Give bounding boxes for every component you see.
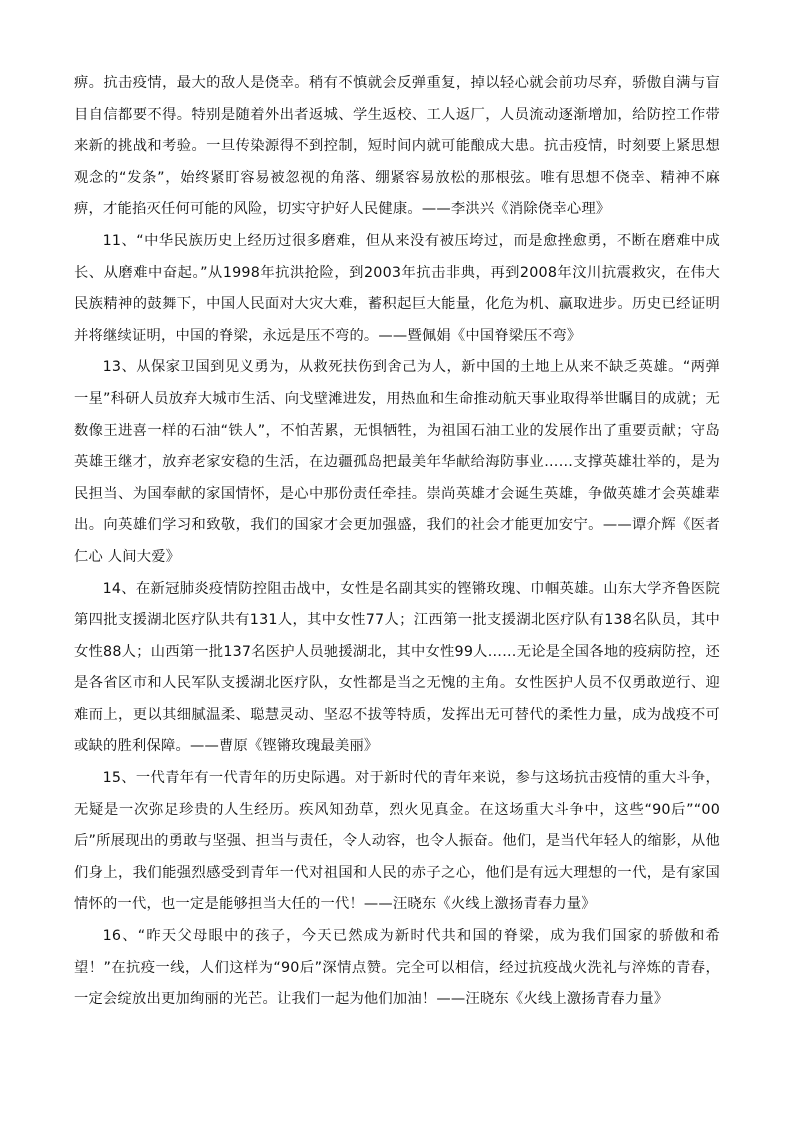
paragraph-item-14: 14、在新冠肺炎疫情防控阻击战中，女性是名副其实的铿锵玫瑰、巾帼英雄。山东大学齐鲁医院第四批支援湖北医疗队共有131人，其中女性77人；江西第一批支援湖北医疗队有138名队员，其中女性88人；山西第一批137名医护人员驰援湖北，其中女性99人……无论是全国各地的疫病防控，还是各省区市和人民军队支援湖北医疗队，女性都是当之无愧的主角。女性医护人员不仅勇敢逆行、迎难而上，更以其细腻温柔、聪慧灵动、坚忍不拔等特质，发挥出无可替代的柔性力量，成为战疫不可或缺的胜利保障。——曹原《铿锵玫瑰最美丽》: [74, 580, 720, 755]
paragraph-continuation: 痹。抗击疫情，最大的敌人是侥幸。稍有不慎就会反弹重复，掉以轻心就会前功尽弃，骄傲自满与盲目自信都要不得。特别是随着外出者返城、学生返校、工人返厂，人员流动逐渐增加，给防控工作带来新的挑战和考验。一旦传染源得不到控制，短时间内就可能酿成大患。抗击疫情，时刻要上紧思想观念的“发条”，始终紧盯容易被忽视的角落、绷紧容易放松的那根弦。唯有思想不侥幸、精神不麻痹，才能掐灭任何可能的风险，切实守护好人民健康。——李洪兴《消除侥幸心理》: [74, 75, 720, 218]
paragraph-item-11: 11、“中华民族历史上经历过很多磨难，但从来没有被压垮过，而是愈挫愈勇，不断在磨难中成长、从磨难中奋起。”从1998年抗洪抢险，到2003年抗击非典，再到2008年汶川抗震救灾，在伟大民族精神的鼓舞下，中国人民面对大灾大难，蓄积起巨大能量，化危为机、赢取进步。历史已经证明并将继续证明，中国的脊梁，永远是压不弯的。——暨佩娟《中国脊梁压不弯》: [74, 232, 720, 344]
document-page: [74, 68, 720, 1016]
paragraph-item-16: 16、“昨天父母眼中的孩子，今天已然成为新时代共和国的脊梁，成为我们国家的骄傲和希望！”在抗疫一线，人们这样为“90后”深情点赞。完全可以相信，经过抗疫战火洗礼与淬炼的青春，一定会绽放出更加绚丽的光芒。让我们一起为他们加油！——汪晓东《火线上激扬青春力量》: [74, 928, 720, 1008]
paragraph-item-13: 13、从保家卫国到见义勇为，从救死扶伤到舍己为人，新中国的土地上从来不缺乏英雄。“两弹一星”科研人员放弃大城市生活、向戈壁滩进发，用热血和生命推动航天事业取得举世瞩目的成就；无数像王进喜一样的石油“铁人”，不怕苦累，无惧牺牲，为祖国石油工业的发展作出了重要贡献；守岛英雄王继才，放弃老家安稳的生活，在边疆孤岛把最美年华献给海防事业……支撑英雄壮举的，是为民担当、为国奉献的家国情怀，是心中那份责任牵挂。崇尚英雄才会诞生英雄，争做英雄才会英雄辈出。向英雄们学习和致敬，我们的国家才会更加强盛，我们的社会才能更加安宁。——谭介辉《医者仁心 人间大爱》: [74, 359, 720, 565]
paragraph-item-15: 15、一代青年有一代青年的历史际遇。对于新时代的青年来说，参与这场抗击疫情的重大斗争，无疑是一次弥足珍贵的人生经历。疾风知劲草，烈火见真金。在这场重大斗争中，这些“90后”“00后”所展现出的勇敢与坚强、担当与责任，令人动容，也令人振奋。他们，是当代年轻人的缩影，从他们身上，我们能强烈感受到青年一代对祖国和人民的赤子之心，他们是有远大理想的一代，是有家国情怀的一代，也一定是能够担当大任的一代！——汪晓东《火线上激扬青春力量》: [74, 770, 720, 913]
